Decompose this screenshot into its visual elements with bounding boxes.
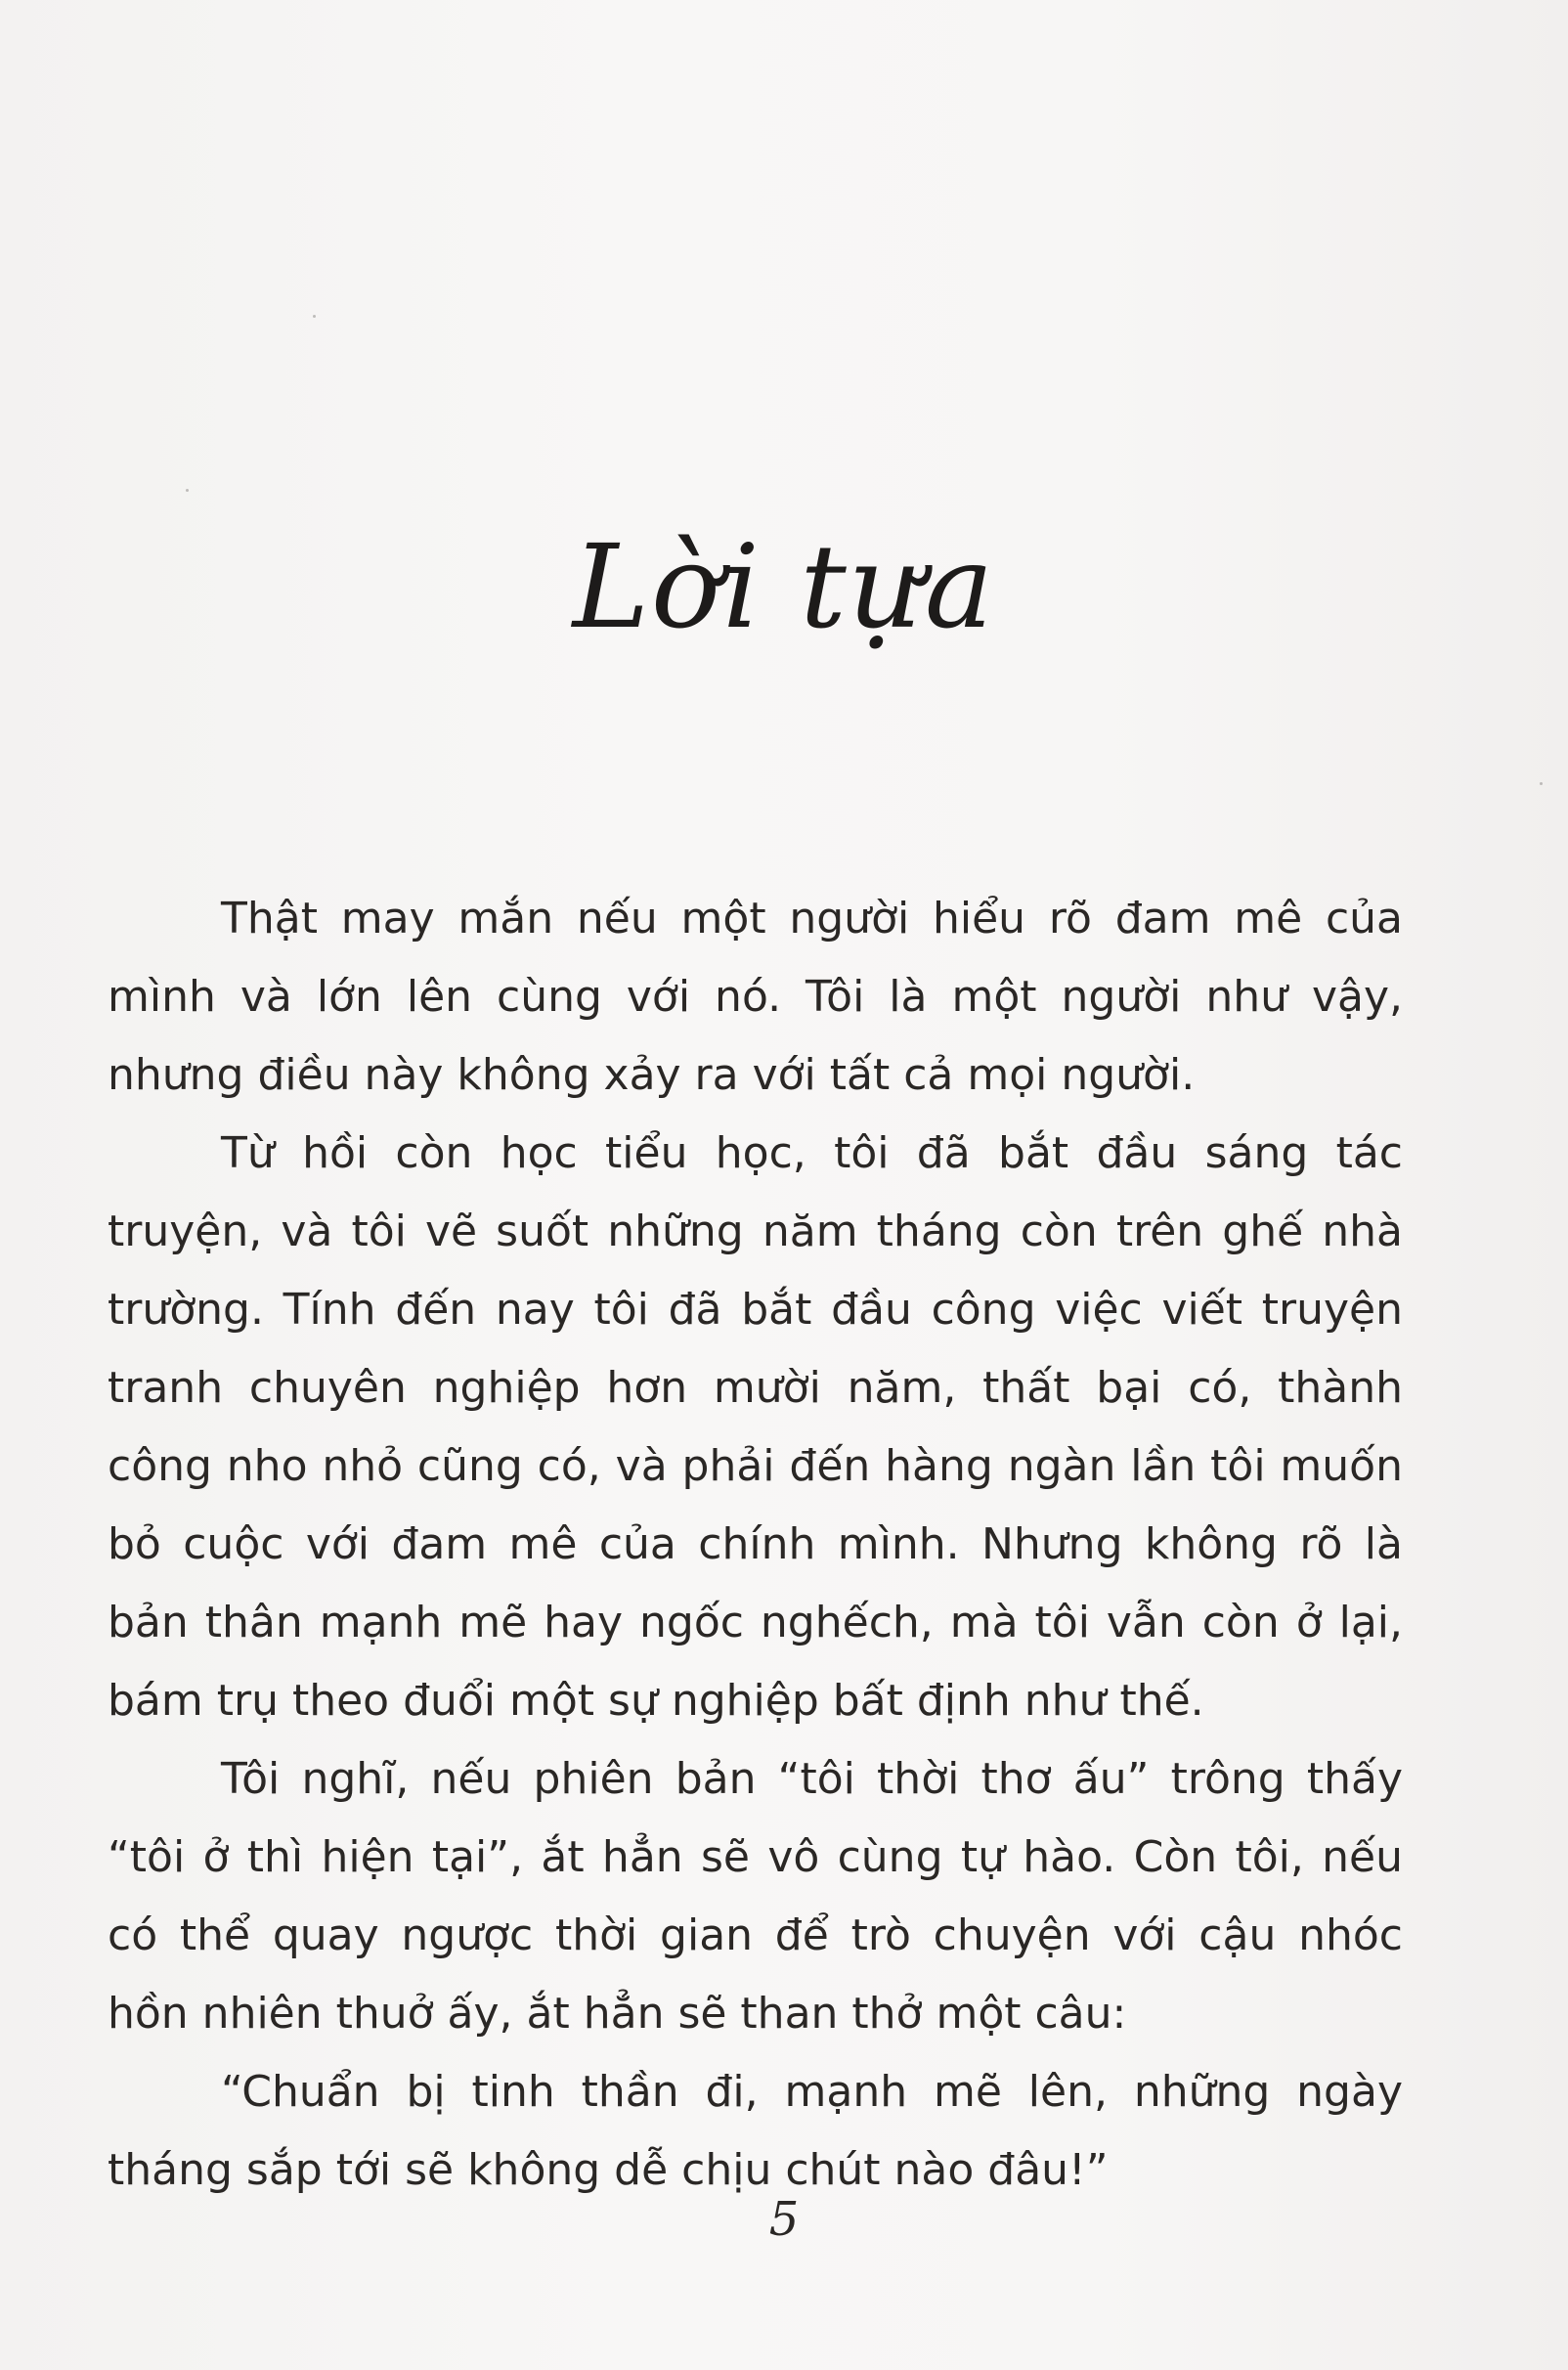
paragraph: Từ hồi còn học tiểu học, tôi đã bắt đầu sáng tác truyện, và tôi vẽ suốt những năm tháng còn trên ghế nhà trường. Tính đến nay tôi đã bắt đầu công việc viết truyện tranh chuyên nghiệp hơn mười năm, thất bại có, thành công nho nhỏ cũng có, và phải đến hàng ngàn lần tôi muốn bỏ cuộc với đam mê của chính mình. Nhưng không rõ là bản thân mạnh mẽ hay ngốc nghếch, mà tôi vẫn còn ở lại, bám trụ theo đuổi một sự nghiệp bất định như thế. [108,1128,1403,1726]
chapter-title: Lời tựa [572,519,996,654]
paper-speck [313,315,316,318]
body-text [108,880,1403,2210]
paragraph: “Chuẩn bị tinh thần đi, mạnh mẽ lên, những ngày tháng sắp tới sẽ không dễ chịu chút nào đâu!” [108,2067,1403,2195]
paragraph: Tôi nghĩ, nếu phiên bản “tôi thời thơ ấu” trông thấy “tôi ở thì hiện tại”, ắt hẳn sẽ vô cùng tự hào. Còn tôi, nếu có thể quay ngược thời gian để trò chuyện với cậu nhóc hồn nhiên thuở ấy, ắt hẳn sẽ than thở một câu: [108,1754,1403,2039]
paper-speck [1540,782,1543,785]
paper-speck [186,489,189,492]
page-number: 5 [768,2192,800,2247]
paragraph: Thật may mắn nếu một người hiểu rõ đam mê của mình và lớn lên cùng với nó. Tôi là một người như vậy, nhưng điều này không xảy ra với tất cả mọi người. [108,894,1403,1100]
